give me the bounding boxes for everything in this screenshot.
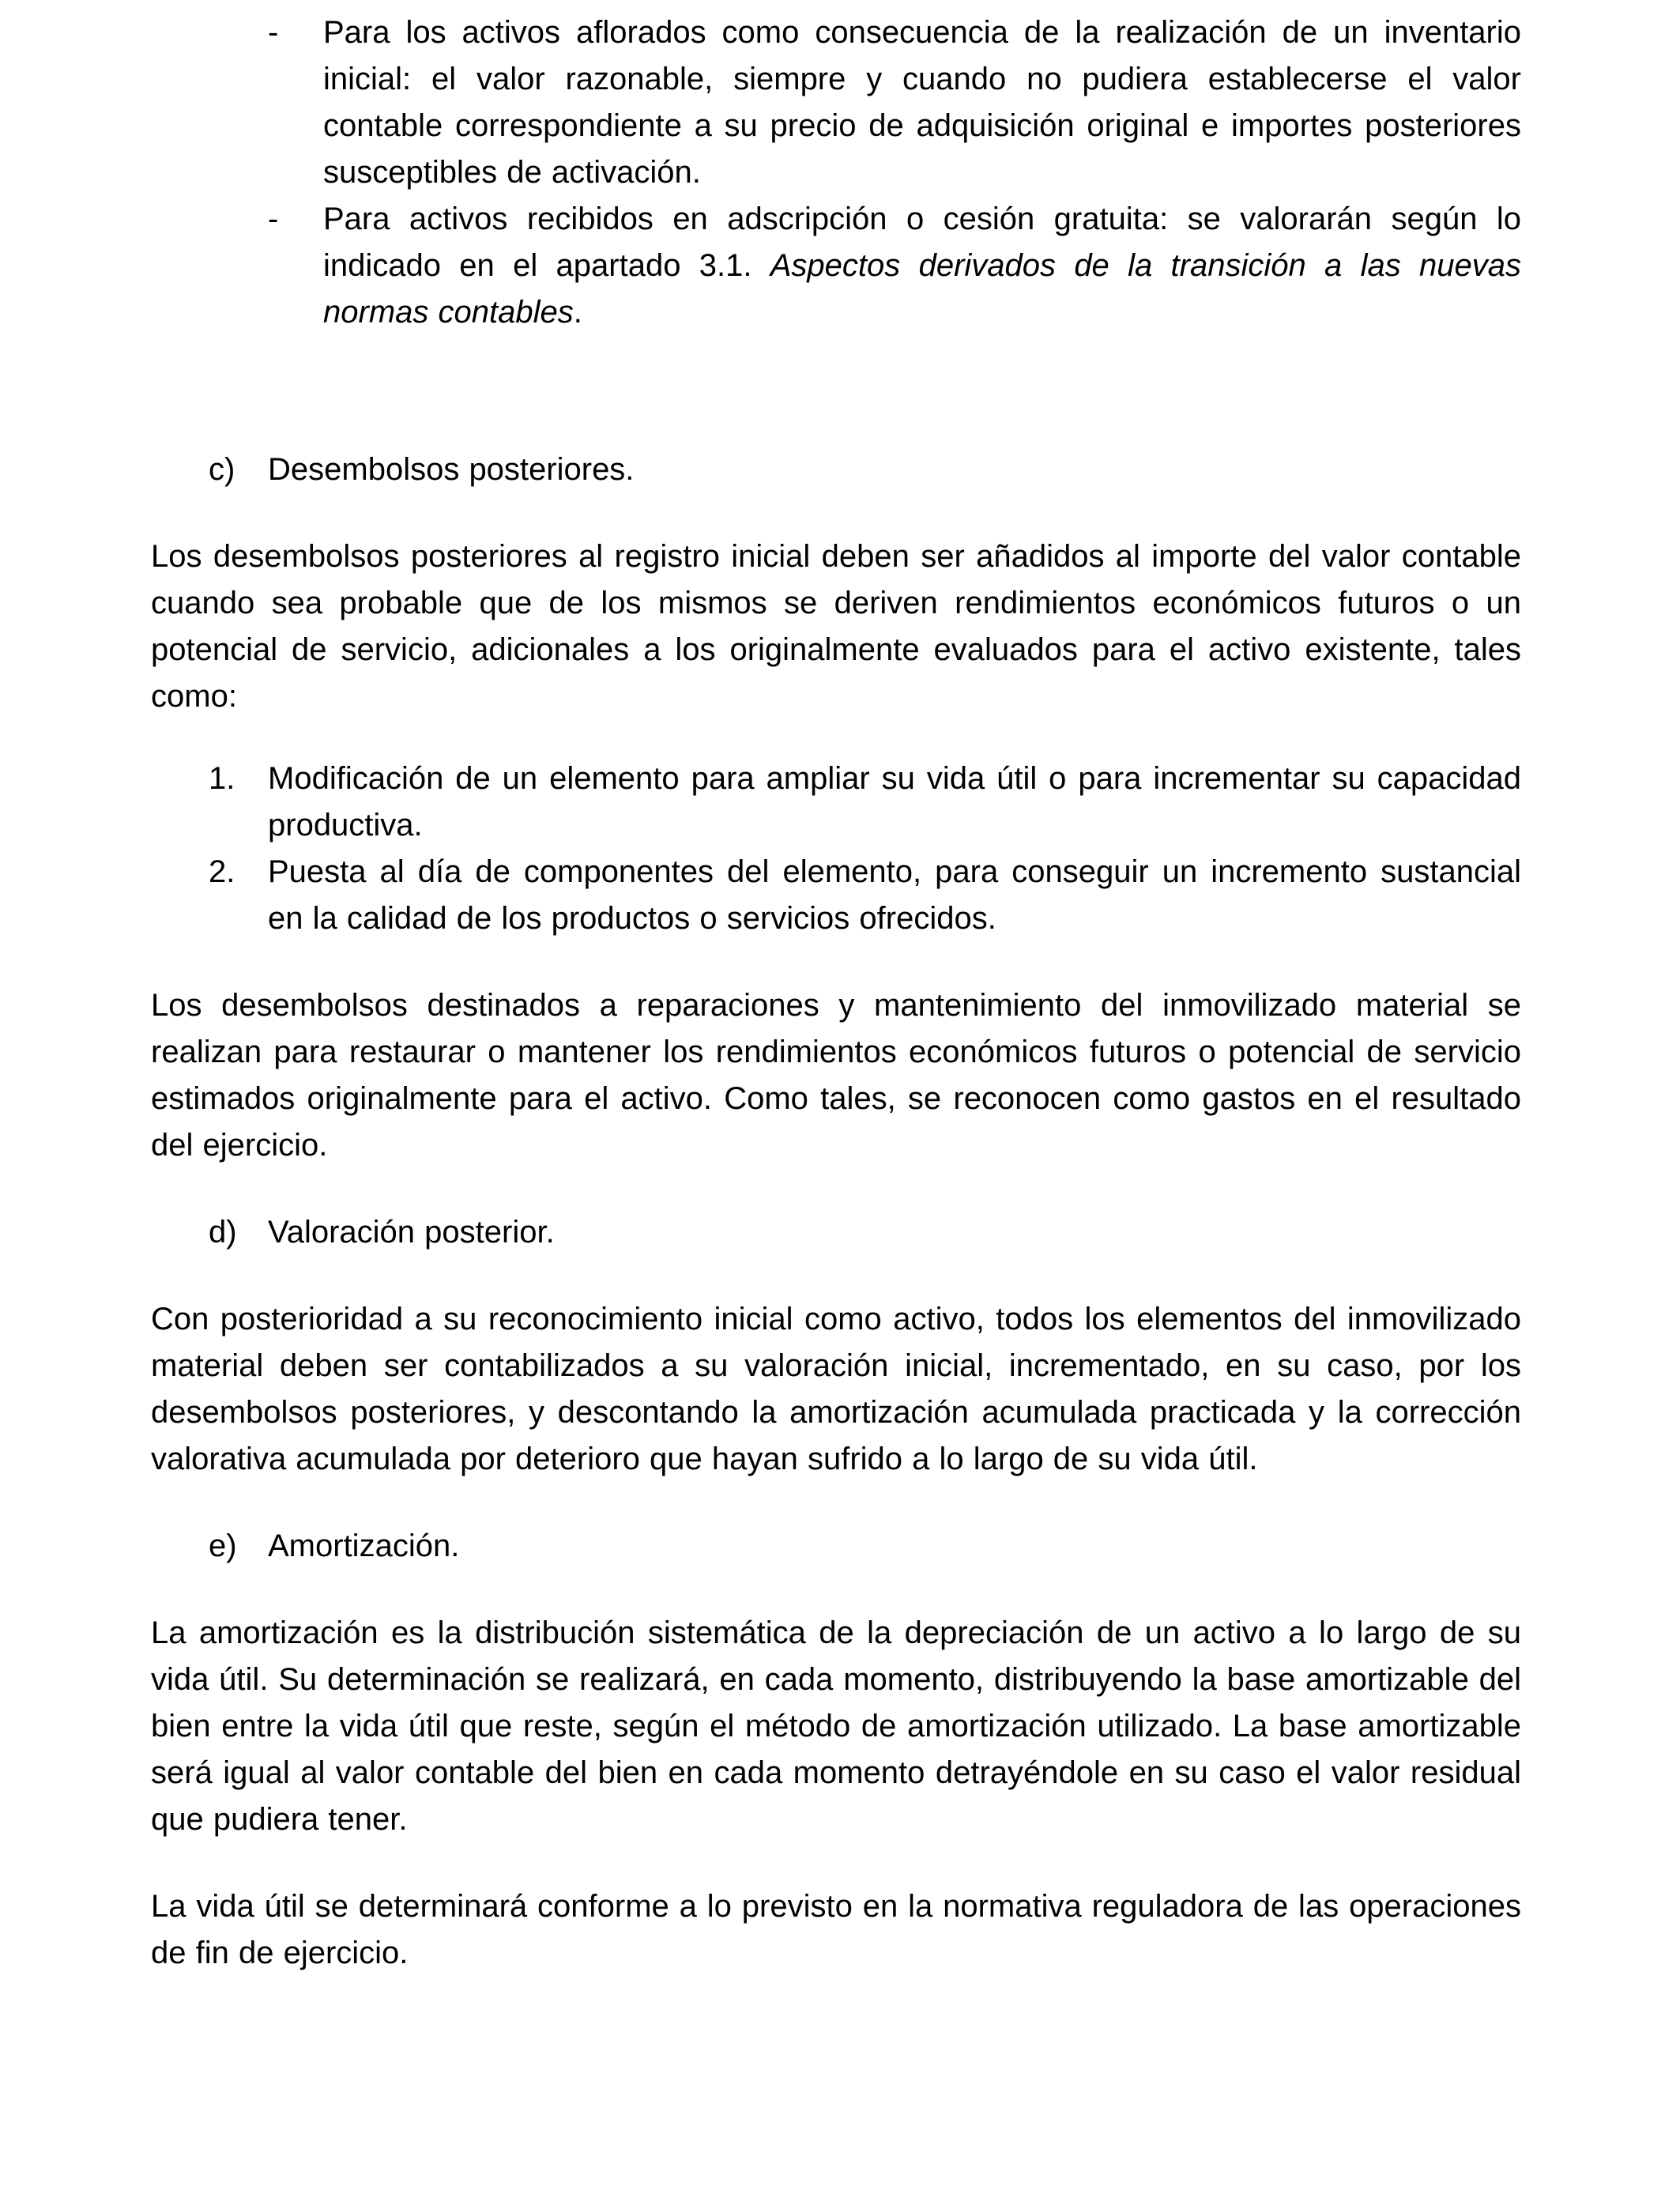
heading-marker: e) xyxy=(209,1529,237,1563)
list-item-text: Para los activos aflorados como consecuencia de la realización de un inventario inicial: el valor razonable, siempre y cuando no pudiera establecerse el valor contable correspondiente a su precio de adquisición original e importes posteriores susceptibles de activación. xyxy=(323,15,1521,190)
section-heading-c xyxy=(151,447,1521,493)
paragraph: Los desembolsos posteriores al registro inicial deben ser añadidos al importe del valor contable cuando sea probable que de los mismos se deriven rendimientos económicos futuros o un potencial de servicio, adicionales a los originalmente evaluados para el activo existente, tales como: xyxy=(151,539,1521,714)
list-item xyxy=(151,9,1521,196)
list-item-italic-reference: Aspectos derivados de la transición a las nuevas normas contables xyxy=(323,248,1521,330)
number-marker: 1. xyxy=(209,761,235,796)
list-item-text-end: . xyxy=(573,295,582,330)
heading-title: Desembolsos posteriores. xyxy=(268,452,635,487)
dash-marker: - xyxy=(268,15,279,50)
paragraph: Los desembolsos destinados a reparaciones y mantenimiento del inmovilizado material se realizan para restaurar o mantener los rendimientos económicos futuros o potencial de servicio estimados originalmente para el activo. Como tales, se reconocen como gastos en el resultado del ejercicio. xyxy=(151,988,1521,1163)
list-item xyxy=(151,196,1521,336)
paragraph: La vida útil se determinará conforme a lo previsto en la normativa reguladora de las operaciones de fin de ejercicio. xyxy=(151,1889,1521,1970)
heading-marker: d) xyxy=(209,1215,237,1250)
dash-marker: - xyxy=(268,202,279,236)
document-body xyxy=(151,9,1521,1977)
heading-marker: c) xyxy=(209,452,235,487)
paragraph: Con posterioridad a su reconocimiento inicial como activo, todos los elementos del inmovilizado material deben ser contabilizados a su valoración inicial, incrementado, en su caso, por los desembolsos posteriores, y descontando la amortización acumulada practicada y la corrección valorativa acumulada por deterioro que hayan sufrido a lo largo de su vida útil. xyxy=(151,1302,1521,1476)
list-item xyxy=(151,849,1521,942)
list-item-text: Modificación de un elemento para ampliar su vida útil o para incrementar su capacidad productiva. xyxy=(268,761,1521,843)
section-heading-e xyxy=(151,1523,1521,1570)
heading-title: Amortización. xyxy=(268,1529,460,1563)
paragraph: La amortización es la distribución sistemática de la depreciación de un activo a lo largo de su vida útil. Su determinación se realizará, en cada momento, distribuyendo la base amortizable del bien entre la vida útil que reste, según el método de amortización utilizado. La base amortizable será igual al valor contable del bien en cada momento detrayéndole en su caso el valor residual que pudiera tener. xyxy=(151,1615,1521,1837)
section-heading-d xyxy=(151,1209,1521,1256)
list-item-text: Para activos recibidos en adscripción o cesión gratuita: se valorarán según lo indicado en el apartado 3.1. xyxy=(323,202,1521,283)
number-marker: 2. xyxy=(209,854,235,889)
list-item-text: Puesta al día de componentes del elemento, para conseguir un incremento sustancial en la calidad de los productos o servicios ofrecidos. xyxy=(268,854,1521,936)
numbered-list xyxy=(151,756,1521,942)
heading-title: Valoración posterior. xyxy=(268,1215,555,1250)
dash-list xyxy=(151,9,1521,336)
list-item xyxy=(151,756,1521,849)
